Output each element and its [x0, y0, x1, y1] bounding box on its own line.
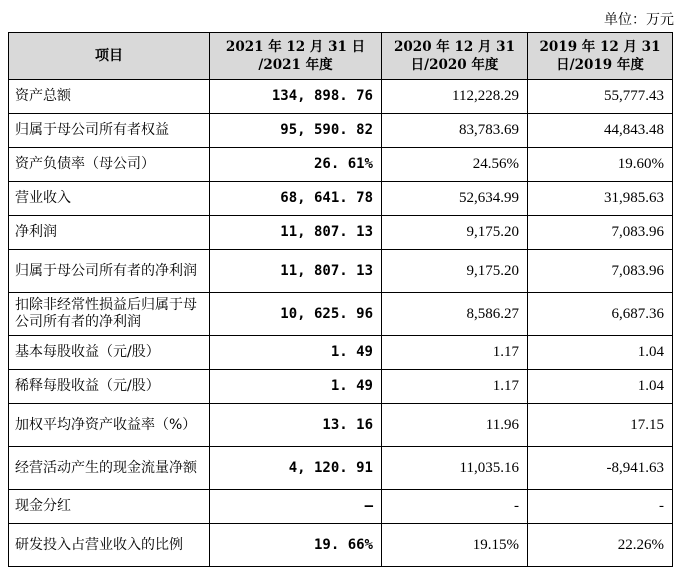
row-label: 归属于母公司所有者权益	[9, 114, 210, 148]
header-item: 项目	[9, 33, 210, 80]
value-2019: 7,083.96	[528, 250, 673, 293]
table-row	[9, 524, 673, 567]
value-2020: 19.15%	[382, 524, 528, 567]
value-2020: 9,175.20	[382, 250, 528, 293]
value-2021: 4, 120. 91	[210, 447, 382, 490]
financial-data-table	[8, 32, 673, 567]
header-2019	[528, 33, 673, 80]
row-label: 现金分红	[9, 490, 210, 524]
value-2020: 52,634.99	[382, 182, 528, 216]
header-row	[9, 33, 673, 80]
header-2020	[382, 33, 528, 80]
row-label: 资产总额	[9, 80, 210, 114]
value-2021: 68, 641. 78	[210, 182, 382, 216]
table-row	[9, 80, 673, 114]
value-2019: 6,687.36	[528, 293, 673, 336]
row-label: 稀释每股收益（元/股）	[9, 370, 210, 404]
row-label: 营业收入	[9, 182, 210, 216]
header-2020-line2: 日/2020 年度	[410, 57, 499, 73]
value-2021: –	[210, 490, 382, 524]
table-row	[9, 336, 673, 370]
row-label: 归属于母公司所有者的净利润	[9, 250, 210, 293]
value-2019: 7,083.96	[528, 216, 673, 250]
value-2019: -	[528, 490, 673, 524]
value-2019: 55,777.43	[528, 80, 673, 114]
value-2021: 26. 61%	[210, 148, 382, 182]
row-label: 净利润	[9, 216, 210, 250]
row-label: 经营活动产生的现金流量净额	[9, 447, 210, 490]
value-2021: 11, 807. 13	[210, 216, 382, 250]
value-2020: 24.56%	[382, 148, 528, 182]
value-2019: 22.26%	[528, 524, 673, 567]
row-label: 加权平均净资产收益率（%）	[9, 404, 210, 447]
value-2020: 1.17	[382, 370, 528, 404]
table-row	[9, 182, 673, 216]
table-row	[9, 114, 673, 148]
value-2021: 10, 625. 96	[210, 293, 382, 336]
table-row	[9, 250, 673, 293]
value-2019: 1.04	[528, 336, 673, 370]
table-row	[9, 447, 673, 490]
header-2019-line1: 2019 年 12 月 31	[539, 39, 661, 55]
table-row	[9, 293, 673, 336]
table-row	[9, 404, 673, 447]
row-label: 研发投入占营业收入的比例	[9, 524, 210, 567]
value-2019: 19.60%	[528, 148, 673, 182]
value-2019: -8,941.63	[528, 447, 673, 490]
header-2019-line2: 日/2019 年度	[556, 57, 644, 73]
value-2021: 11, 807. 13	[210, 250, 382, 293]
header-2021	[210, 33, 382, 80]
unit-note: 单位：万元	[604, 12, 674, 28]
value-2020: 1.17	[382, 336, 528, 370]
header-2021-line1: 2021 年 12 月 31 日	[225, 39, 366, 55]
value-2020: 11.96	[382, 404, 528, 447]
header-2021-line2: /2021 年度	[258, 57, 333, 73]
value-2020: 112,228.29	[382, 80, 528, 114]
value-2020: 83,783.69	[382, 114, 528, 148]
table-row	[9, 148, 673, 182]
value-2021: 1. 49	[210, 370, 382, 404]
header-2020-line1: 2020 年 12 月 31	[394, 39, 515, 55]
row-label: 资产负债率（母公司）	[9, 148, 210, 182]
value-2019: 44,843.48	[528, 114, 673, 148]
value-2020: -	[382, 490, 528, 524]
table-row	[9, 216, 673, 250]
row-label: 扣除非经常性损益后归属于母公司所有者的净利润	[9, 293, 210, 336]
value-2021: 13. 16	[210, 404, 382, 447]
value-2020: 9,175.20	[382, 216, 528, 250]
value-2021: 134, 898. 76	[210, 80, 382, 114]
value-2019: 17.15	[528, 404, 673, 447]
value-2020: 11,035.16	[382, 447, 528, 490]
value-2019: 31,985.63	[528, 182, 673, 216]
row-label: 基本每股收益（元/股）	[9, 336, 210, 370]
value-2021: 95, 590. 82	[210, 114, 382, 148]
table-row	[9, 490, 673, 524]
value-2021: 1. 49	[210, 336, 382, 370]
value-2020: 8,586.27	[382, 293, 528, 336]
value-2021: 19. 66%	[210, 524, 382, 567]
table-row	[9, 370, 673, 404]
value-2019: 1.04	[528, 370, 673, 404]
